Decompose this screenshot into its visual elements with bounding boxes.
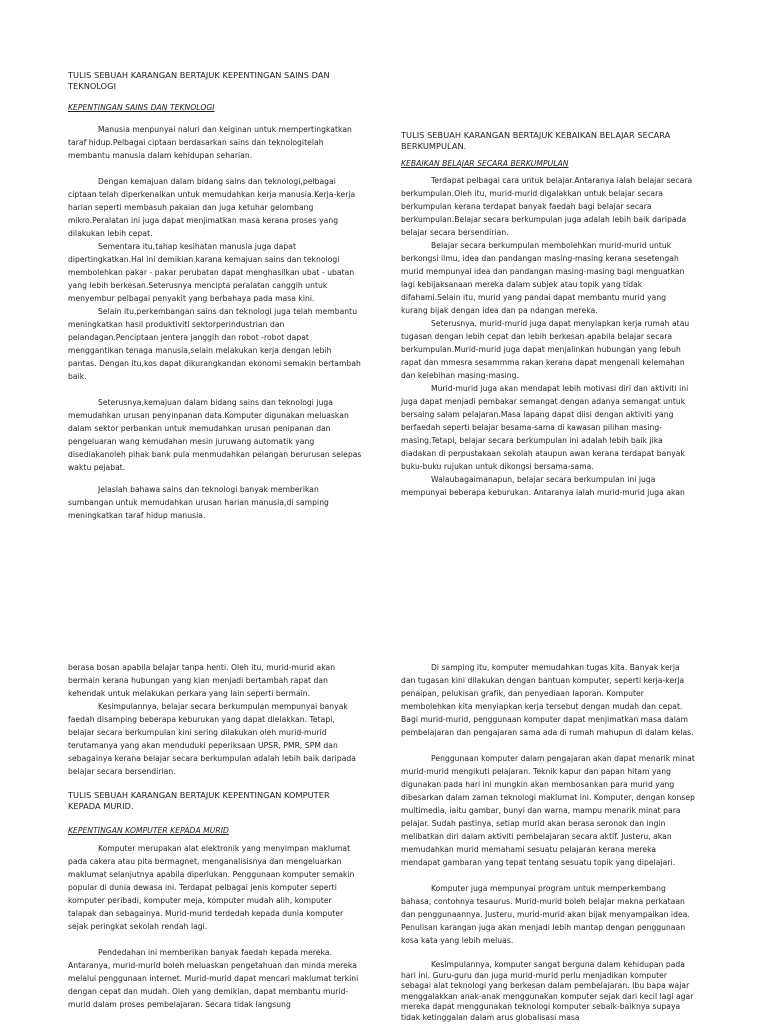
essay-subtitle: KEPENTINGAN SAINS DAN TEKNOLOGI: [68, 103, 215, 112]
paragraph: Penggunaan komputer dalam pengajaran akan dapat menarik minat murid-murid mengikuti pelajaran. Teknik kapur dan papan hitam yang digunakan pada hari ini mungkin akan membosankan para murid yang dibesarkan dalam zaman teknologi maklumat ini. Komputer, dengan konsep multimedia, iaitu gambar, bunyi dan warna, mampu menarik minat para pelajar. Sudah pastinya, setiap murid akan berasa seronok dan ingin melibatkan diri dalam aktiviti pembelajaran secara aktif. Justeru, akan memudahkan murid memahami sesuatu pelajaran kerana mereka mendapat gambaran yang tepat tentang sesuatu topik yang dipelajari.: [401, 754, 695, 867]
paragraph: Selain itu,perkembangan sains dan teknologi juga telah membantu meningkatkan hasil produktiviti sektorperindustrian dan pelandagan.Penciptaan jentera janggih dan robot -robot dapat menggantikan tenaga manusia,selain melakukan kerja dengan lebih pantas. Dengan itu,kos dapat dikurangkandan ekonomi semakin bertambah baik.: [68, 307, 361, 381]
essay-sains: [68, 70, 362, 522]
essay-continuation: [68, 661, 362, 1011]
paragraph: Pendedahan ini memberikan banyak faedah kepada mereka. Antaranya, murid-murid boleh meluaskan pengetahuan dan minda mereka melalui penggunaan internet. Murid-murid dapat mencari maklumat terkini dengan cepat dan mudah. Oleh yang demikian, dapat membantu murid-murid dalam proses pembelajaran. Secara tidak langsung: [68, 948, 359, 1009]
paragraph: Komputer juga mempunyai program untuk memperkembang bahasa, contohnya tesaurus. Murid-murid boleh belajar makna perkataan dan penggunaannya. Justeru, murid-murid akan bijak menyampaikan idea. Penulisan karangan juga akan menjadi lebih mantap dengan penggunaan kosa kata yang lebih meluas.: [401, 884, 690, 945]
essay-subtitle: KEBAIKAN BELAJAR SECARA BERKUMPULAN: [401, 159, 569, 168]
paragraph: Manusia menpunyai naluri dan keiginan untuk mempertingkatkan taraf hidup.Pelbagai ciptaan berdasarkan sains dan teknologitelah membantu manusia dalam kehidupan seharian.: [68, 125, 352, 160]
paragraph: Dengan kemajuan dalam bidang sains dan teknologi,pelbagai ciptaan telah diperkenalkan untuk memudahkan kerja manusia.Kerja-kerja harian seperti membasuh pakaian dan juga ketuhar gelombang mikro.Peralatan ini juga dapat menjimatkan masa kerana proses yang dilakukan lebih cepat.: [68, 177, 356, 238]
paragraph: Komputer merupakan alat elektronik yang menyimpan maklumat pada cakera atau pita bermagnet, menganalisisnya dan mengeluarkan maklumat selanjutnya apabila diperlukan. Penggunaan komputer semakin popular di dunia dewasa ini. Terdapat pelbagai jenis komputer seperti komputer peribadi, komputer meja, komputer mudah alih, komputer talapak dan sebagainya. Murid-murid terdedah kepada dunia komputer sejak peringkat sekolah rendah lagi.: [68, 844, 355, 931]
paragraph: Kesimpulannya, komputer sangat berguna dalam kehidupan pada hari ini. Guru-guru dan juga murid-murid perlu menjadikan komputer sebagai alat teknologi yang berkesan dalam pembelajaran. Ibu bapa wajar menggalakkan anak-anak menggunakan komputer sejak dari kecil lagi agar mereka dapat menggunakan teknologi komputer sebaik-baiknya supaya tidak ketinggalan dalam arus globalisasi masa: [401, 960, 694, 1022]
paragraph: Seterusnya,kemajuan dalam bidang sains dan teknologi juga memudahkan urusan penyinpanan data.Komputer digunakan meluaskan dalam sektor perbankan untuk memudahkan urusan penipanan dan pengeluaran wang kemudahan mesin juruwang automatik yang disediakanoleh pihak bank pula menmudahkan pelangan berurusan selepas waktu pejabat.: [68, 398, 362, 472]
paragraph: berasa bosan apabila belajar tanpa henti. Oleh itu, murid-murid akan bermain kerana hubungan yang kian menjadi bertambah rapat dan kehendak untuk melakukan perkara yang lain seperti bermain.: [68, 663, 336, 698]
essay-belajar: [401, 130, 695, 499]
paragraph: Jelaslah bahawa sains dan teknologi banyak memberikan sumbangan untuk memudahkan urusan harian manusia,di samping meningkatkan taraf hidup manusia.: [68, 485, 329, 520]
paragraph: Murid-murid juga akan mendapat lebih motivasi diri dan aktiviti ini juga dapat menjadi pembakar semangat dengan adanya semangat untuk bersaing salam pelajaran.Masa lapang dapat diisi dengan aktiviti yang berfaedah seperti belajar besama-sama di kawasan pilihan masing-masing.Tetapi, belajar secara berkumpulan ini adalah lebih baik jika diadakan di perpustakaan sekolah ataupun awan kerana terdapat banyak buku-buku rujukan untuk dikongsi bersama-sama.: [401, 384, 689, 471]
essay-title: TULIS SEBUAH KARANGAN BERTAJUK KEPENTINGAN SAINS DAN TEKNOLOGI: [68, 70, 330, 91]
essay-title: TULIS SEBUAH KARANGAN BERTAJUK KEPENTINGAN KOMPUTER KEPADA MURID.: [68, 790, 330, 811]
essay-komputer-continued: [401, 661, 695, 1023]
essay-komputer: [68, 790, 362, 1011]
paragraph: Belajar secara berkumpulan membolehkan murid-murid untuk berkongsi ilmu, idea dan pandangan masing-masing kerana sesetengah murid mempunyai idea dan pandangan masing-masing bagi menguatkan lagi kebijaksanaan mereka dalam subjek atau topik yang tidak difahami.Selain itu, murid yang pandai dapat membantu murid yang kurang bijak dengan idea dan pa ndangan mereka.: [401, 241, 685, 315]
paragraph: Seterusnya, murid-murid juga dapat menyiapkan kerja rumah atau tugasan dengan lebih cepat dan lebih berkesan apabila belajar secara berkumpulan.Murid-murid juga dapat menjalinkan hubungan yang lebuh rapat dan mmesra sesammma rakan kerana dapat mengenali kelemahan dan kelebihan masing-masing.: [401, 319, 690, 380]
paragraph: Di samping itu, komputer memudahkan tugas kita. Banyak kerja dan tugasan kini dilakukan dengan bantuan komputer, seperti kerja-kerja penaipan, pelukisan grafik, dan penyediaan laporan. Komputer membolehkan kita menyiapkan kerja tersebut dengan mudah dan cepat. Bagi murid-murid, penggunaan komputer dapat menjimatkan masa dalam pembelajaran dan pengajaran sama ada di rumah mahupun di dalam kelas.: [401, 663, 694, 737]
paragraph: Terdapat pelbagai cara untuk belajar.Antaranya ialah belajar secara berkumpulan.Oleh itu, murid-murid digalakkan untuk belajar secara berkumpulan kerana terdapat banyak faedah bagi belajar secara berkumpulan.Belajar secara berkumpulan juga adalah lebih baik daripada belajar secara bersendirian.: [401, 176, 693, 237]
paragraph: Walaubagaimanapun, belajar secara berkumpulan ini juga mempunyai beberapa keburukan. Antaranya ialah murid-murid juga akan: [401, 475, 685, 497]
paragraph: Sementara itu,tahap kesihatan manusia juga dapat dipertingkatkan.Hal ini demikian karana kemajuan sains dan teknologi membolehkan pakar - pakar perubatan dapat menghasilkan ubat - ubatan yang lebih berkesan.Seterusnya mencipta peralatan canggih untuk menyembur pelbagai penyakit yang berbahaya pada masa kini.: [68, 242, 355, 303]
essay-title: TULIS SEBUAH KARANGAN BERTAJUK KEBAIKAN BELAJAR SECARA BERKUMPULAN.: [401, 130, 671, 151]
paragraph: Kesimpulannya, belajar secara berkumpulan mempunyai banyak faedah disamping beberapa keburukan yang dapat dielakkan. Tetapi, belajar secara berkumpulan kini sering dilakukan oleh murid-murid terutamanya yang akan menduduki peperiksaan UPSR, PMR, SPM dan sebagainya kerana belajar secara berkumpulan adalah lebih baik daripada belajar secara bersendirian.: [68, 702, 356, 776]
essay-subtitle: KEPENTINGAN KOMPUTER KEPADA MURID: [68, 826, 229, 835]
